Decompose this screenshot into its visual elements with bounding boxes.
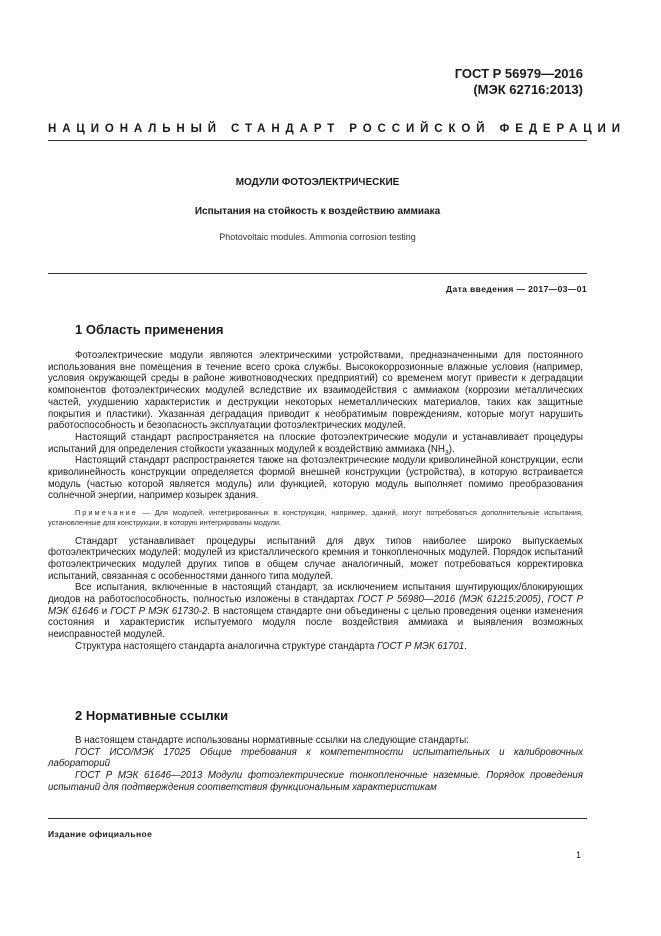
scope-paragraph-6-text: Структура настоящего стандарта аналогична структуре стандарта xyxy=(75,640,378,652)
conjunction: и xyxy=(98,605,111,617)
scope-paragraph-4: Стандарт устанавливает процедуры испытаний для двух типов наиболее широко выпускаемых фотоэлектрических модулей: модулей из кристаллического кремния и тонкопленочных модулей. Порядок испытаний фотоэлектрических модулей других типов в общем случае аналогичный, может потребоваться корректировка испытаний, связанная с особенностями данного типа модулей. xyxy=(48,535,583,582)
separator: , xyxy=(541,594,548,606)
english-title: Photovoltaic modules. Ammonia corrosion testing xyxy=(219,232,416,242)
header-divider xyxy=(48,140,587,141)
scope-paragraph-5-end: . В настоящем стандарте они объединены с целью проведения оценки изменения состояния и характеристик испытуемого модуля после воздействия аммиака и выявления возможных неисправностей модулей. xyxy=(48,605,583,641)
section-2-body xyxy=(48,735,583,794)
document-title: МОДУЛИ ФОТОЭЛЕКТРИЧЕСКИЕ xyxy=(235,177,400,188)
document-subtitle: Испытания на стойкость к воздействию аммиака xyxy=(194,206,441,217)
introduction-date: Дата введения — 2017—03—01 xyxy=(446,284,587,294)
ref-gost-61646: ГОСТ Р МЭК 61646 xyxy=(48,594,583,617)
standard-code-gost: ГОСТ Р 56979—2016 xyxy=(454,66,583,81)
reference-iso-17025: ГОСТ ИСО/МЭК 17025 Общие требования к компетентности испытательных и калибровочных лабораторий xyxy=(48,746,583,770)
official-edition-label: Издание официальное xyxy=(48,829,153,839)
scope-paragraph-5 xyxy=(48,582,583,641)
note-text: — Для модулей, интегрированных в конструкции, например, зданий, могут потребоваться дополнительные испытания, установленные для конструкции, в которую интегрированы модули. xyxy=(48,508,583,528)
section-2-heading: 2 Нормативные ссылки xyxy=(75,708,229,723)
scope-paragraph-3: Настоящий стандарт распространяется также на фотоэлектрические модули криволинейной конструкции, если криволинейность конструкции определяется формой внешней конструкции (устройства), в которую встраивается модуль (частью которой является модуль) или функцией, которую модуль выполняет помимо преобразования солнечной энергии, например козырек здания. xyxy=(48,455,583,502)
scope-paragraph-1: Фотоэлектрические модули являются электрическими устройствами, предназначенными для постоянного использования вне помещения в течение всего срока службы. Высококоррозионные влажные условия (например, условия окружающей среды в районе животноводческих предприятий) со временем могут привести к деградации компонентов фотоэлектрических модулей вследствие их взаимодействия с аммиаком (коррозии металлических частей, ухудшению характеристик и деструкции некоторых неметаллических материалов, таких как защитные покрытия и пластики). Указанная деградация приводит к необратимым повреждениям, которые могут нарушить работоспособность и безопасность эксплуатации фотоэлектрических модулей. xyxy=(48,350,583,432)
period: . xyxy=(464,640,467,652)
references-intro: В настоящем стандарте использованы нормативные ссылки на следующие стандарты: xyxy=(75,735,469,746)
ref-gost-61730-2: ГОСТ Р МЭК 61730-2 xyxy=(110,605,208,617)
ref-gost-61701: ГОСТ Р МЭК 61701 xyxy=(377,640,465,652)
scope-paragraph-5-text: Все испытания, включенные в настоящий стандарт, за исключением испытания шунтирующих/блокирующих диодов на работоспособность, полностью изложены в стандартах xyxy=(48,582,583,606)
reference-iec-61646: ГОСТ Р МЭК 61646—2013 Модули фотоэлектрические тонкопленочные наземные. Порядок проведения испытаний для подтверждения соответствия функциональным характеристикам xyxy=(48,770,583,793)
standard-code xyxy=(455,66,583,98)
ref-gost-56980: ГОСТ Р 56980—2016 (МЭК 61215:2005) xyxy=(357,594,542,606)
ammonia-subscript: 3 xyxy=(444,449,449,457)
section-1-body xyxy=(48,350,583,653)
scope-paragraph-2-end: ). xyxy=(448,443,455,455)
scope-note xyxy=(48,508,583,528)
page-number: 1 xyxy=(576,850,582,860)
footer-divider xyxy=(48,818,587,819)
scope-paragraph-6 xyxy=(48,641,583,653)
title-divider xyxy=(48,273,587,274)
note-label: Примечание xyxy=(75,508,138,518)
scope-paragraph-2-text: Настоящий стандарт распространяется на плоские фотоэлектрические модули и устанавливает процедуры испытаний для определения стойкости указанных модулей к воздействию аммиака (NH xyxy=(48,431,583,455)
scope-paragraph-2 xyxy=(48,432,583,455)
national-standard-title: НАЦИОНАЛЬНЫЙ СТАНДАРТ РОССИЙСКОЙ ФЕДЕРАЦИИ xyxy=(48,123,626,135)
section-1-heading: 1 Область применения xyxy=(75,322,224,337)
standard-code-iec: (МЭК 62716:2013) xyxy=(473,82,583,97)
